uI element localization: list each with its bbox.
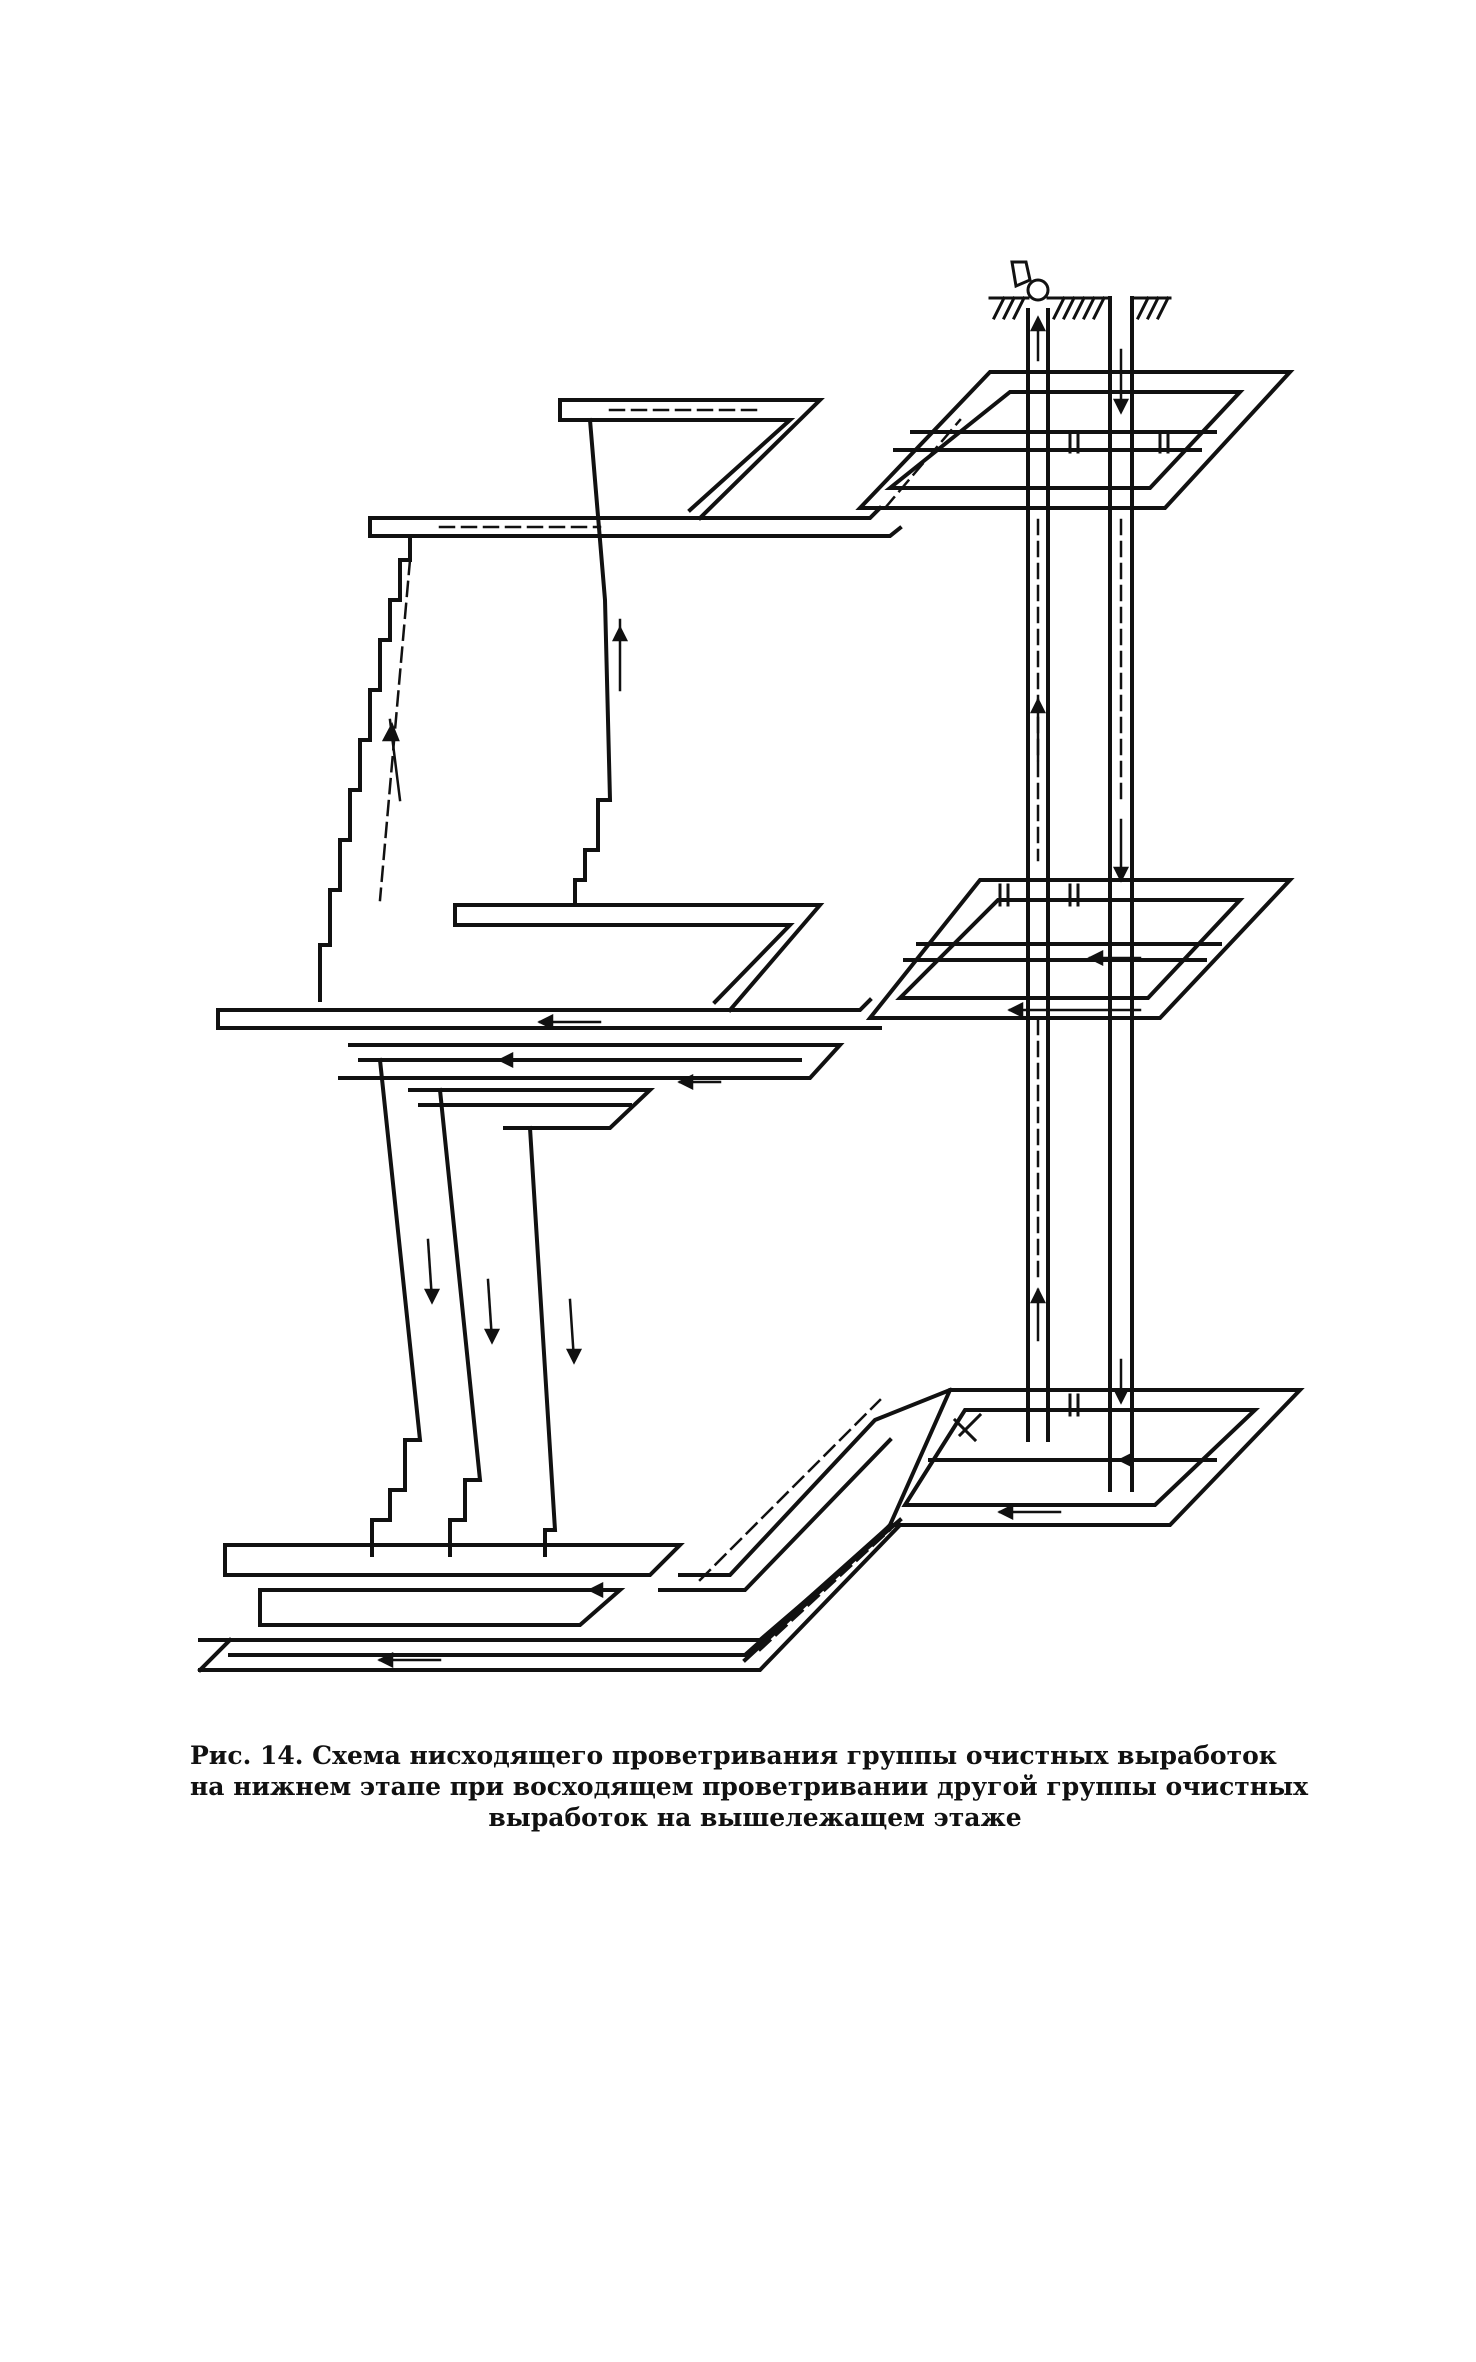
- fan-icon: [1012, 262, 1048, 300]
- ground-hatch-icon: [990, 298, 1170, 318]
- figure-caption: [190, 1740, 1320, 1833]
- upper-drift: [370, 400, 900, 536]
- descending-stopes: [372, 1060, 555, 1555]
- caption-line-2: на нижнем этапе при восходящем проветривании другой группы очистных: [190, 1772, 1309, 1801]
- lower-drifts: [200, 1390, 950, 1670]
- airflow-arrows: [380, 318, 1160, 1666]
- middle-level-grid: [870, 880, 1290, 1018]
- upper-level-grid: [860, 372, 1290, 508]
- caption-line-1: Рис. 14. Схема нисходящего проветривания группы очистных выработок: [190, 1741, 1277, 1770]
- caption-line-3: выработок на вышележащем этаже: [488, 1803, 1022, 1832]
- ventilation-doors: [955, 432, 1168, 1440]
- lower-level-grid: [890, 1390, 1300, 1525]
- upper-stope-left: [320, 420, 610, 1000]
- shaft-right: [1110, 298, 1132, 1490]
